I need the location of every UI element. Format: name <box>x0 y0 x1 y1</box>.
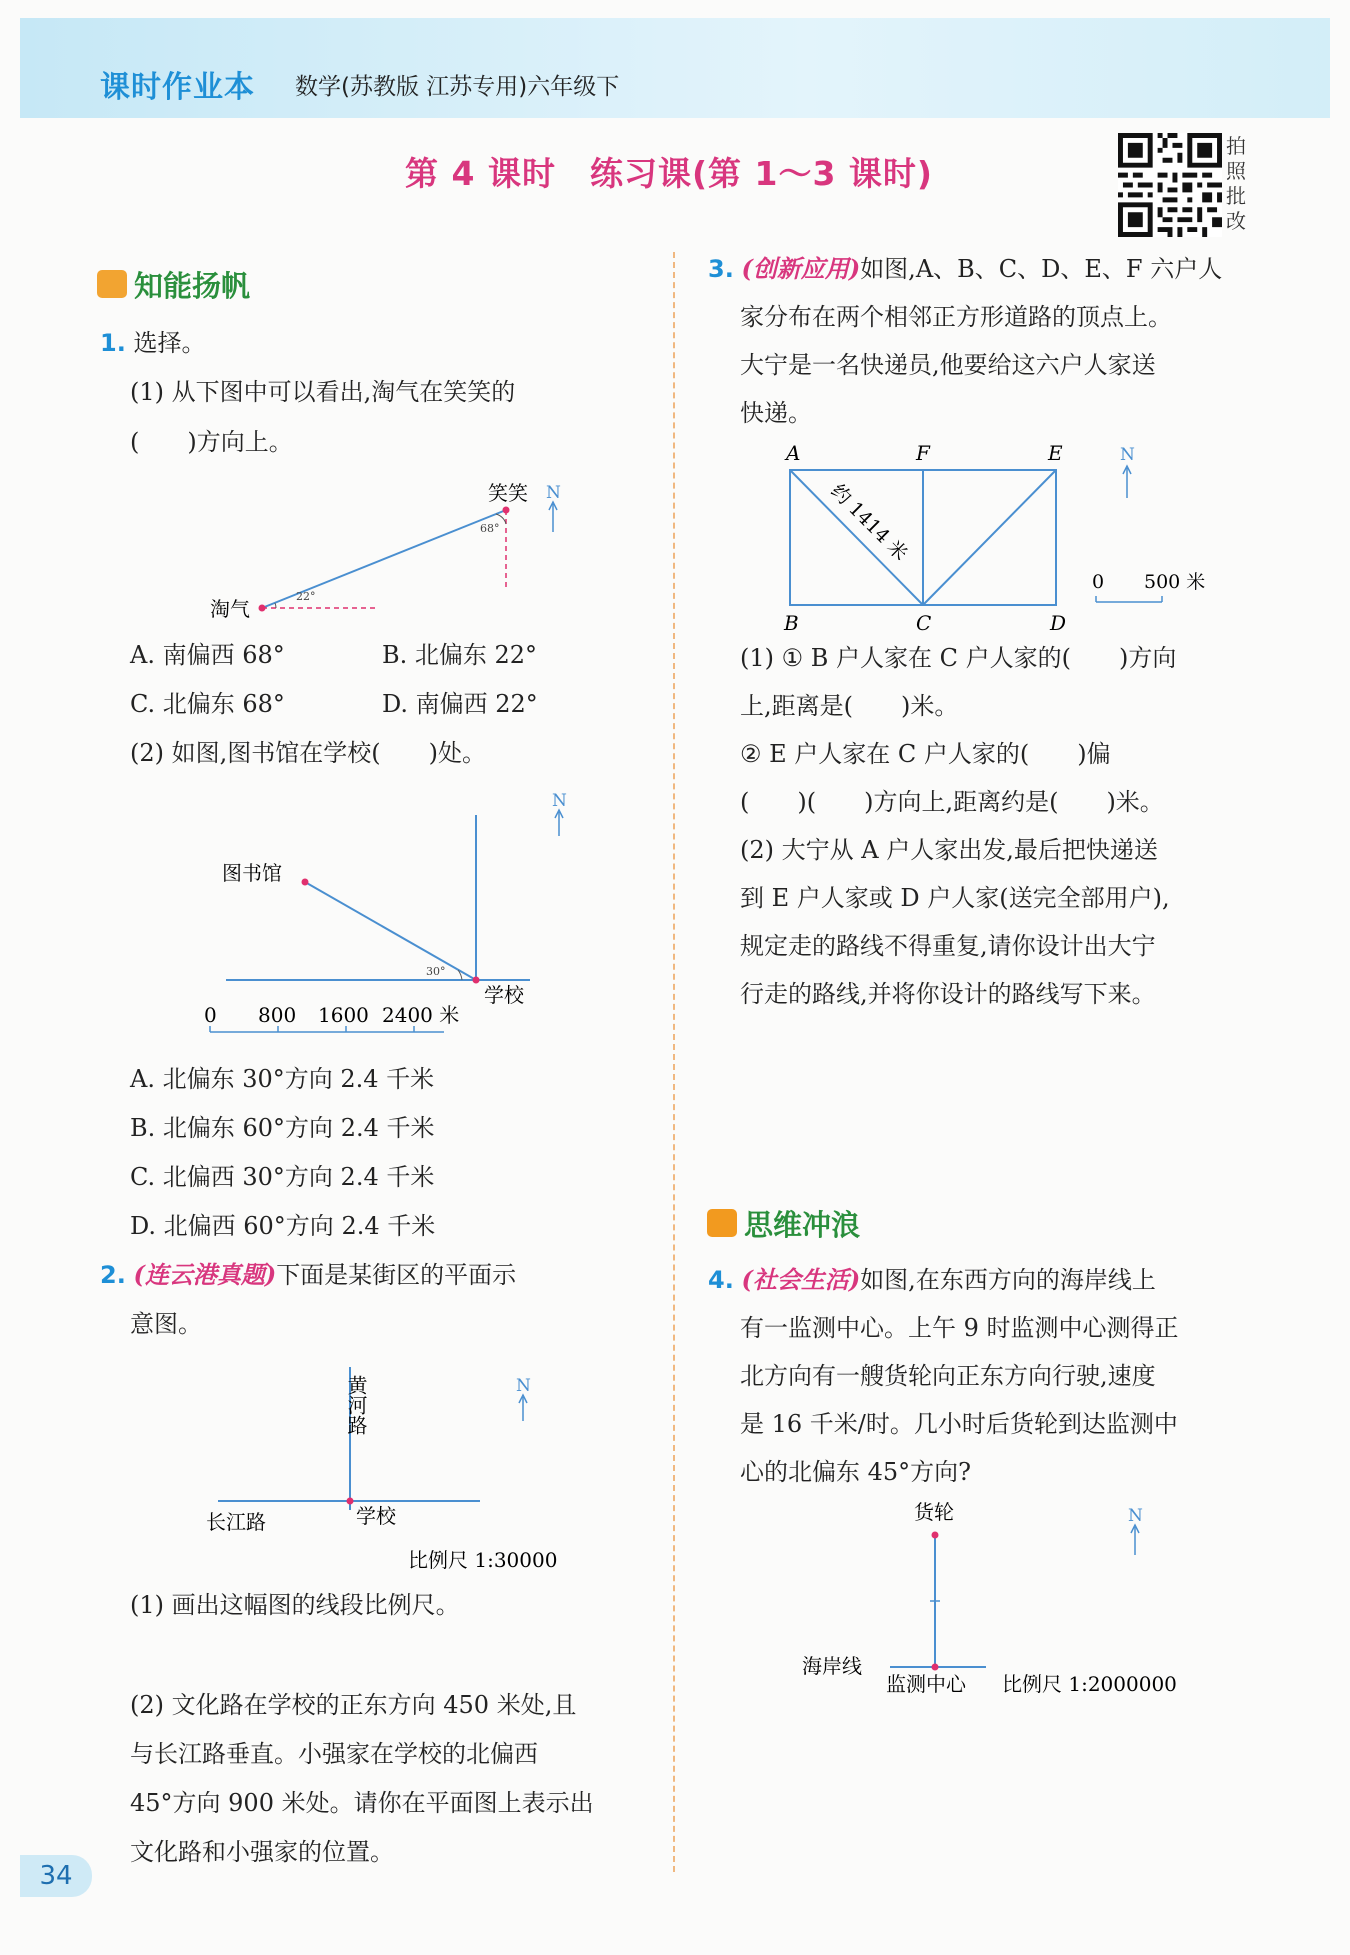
figure-library-school <box>190 780 590 1040</box>
q4-line1 <box>708 1265 1156 1295</box>
scale-0: 0 <box>1092 571 1105 593</box>
qr-code-icon[interactable] <box>1118 133 1222 237</box>
section-title-siwei: 思维冲浪 <box>744 1208 861 1242</box>
scale-tick-2400: 2400 米 <box>382 1003 460 1027</box>
q3-sub-line8: 行走的路线,并将你设计的路线写下来。 <box>740 980 1156 1008</box>
q1-heading <box>100 328 205 358</box>
angle-68-label: 68° <box>480 522 500 535</box>
q2-text-1: 下面是某街区的平面示 <box>276 1261 517 1289</box>
brand-title: 课时作业本 <box>100 70 255 105</box>
north-label: N <box>546 483 561 503</box>
q2-line2: 意图。 <box>130 1310 202 1338</box>
ship-label: 货轮 <box>914 1500 954 1524</box>
lesson-title: 第 4 课时 练习课(第 1～3 课时) <box>405 154 934 193</box>
q1-number: 1. <box>100 329 126 357</box>
q2-sub2-line3: 45°方向 900 米处。请你在平面图上表示出 <box>130 1789 594 1817</box>
point-a: A <box>786 441 801 465</box>
ship-dot <box>932 1532 939 1539</box>
library-label: 图书馆 <box>222 861 282 885</box>
q3-sub-line5: (2) 大宁从 A 户人家出发,最后把快递送 <box>740 836 1158 864</box>
north-label: N <box>1128 1506 1143 1526</box>
angle-22-label: 22° <box>296 590 316 603</box>
q3-sub-line1: (1) ① B 户人家在 C 户人家的( )方向 <box>740 644 1177 672</box>
q2-sub1: (1) 画出这幅图的线段比例尺。 <box>130 1591 460 1619</box>
q1-p2-line: (2) 如图,图书馆在学校( )处。 <box>130 739 486 767</box>
q3-line1 <box>708 254 1222 284</box>
q1-p1-line1: (1) 从下图中可以看出,淘气在笑笑的 <box>130 378 516 406</box>
q1-title: 选择。 <box>133 329 206 357</box>
q3-text-1: 如图,A、B、C、D、E、F 六户人 <box>860 255 1223 283</box>
section-icon <box>97 270 127 298</box>
diagonal-length-label: 约 1414 米 <box>826 479 912 566</box>
center-dot <box>932 1664 939 1671</box>
column-divider <box>673 252 675 1872</box>
q3-line4: 快递。 <box>740 399 812 427</box>
q2-number: 2. <box>100 1261 126 1289</box>
xiaoxiao-dot <box>503 507 510 514</box>
q1-option-d: D. 南偏西 22° <box>382 690 538 718</box>
q3-sub-line3: ② E 户人家在 C 户人家的( )偏 <box>740 740 1111 768</box>
q1-option-c: C. 北偏东 68° <box>130 690 285 718</box>
q3-line2: 家分布在两个相邻正方形道路的顶点上。 <box>740 303 1172 331</box>
school-dot <box>473 977 480 984</box>
changjiang-road-label: 长江路 <box>206 1510 266 1534</box>
figure-direction-xiaoxiao <box>200 470 600 630</box>
section-title-zhineng: 知能扬帆 <box>134 269 251 303</box>
north-label: N <box>552 791 567 811</box>
point-d: D <box>1050 611 1067 635</box>
north-label: N <box>1120 445 1135 465</box>
scale-tick-0: 0 <box>204 1003 217 1027</box>
q3-sub-line7: 规定走的路线不得重复,请你设计出大宁 <box>740 932 1156 960</box>
figure-ship-coast <box>790 1495 1210 1705</box>
q4-line2: 有一监测中心。上午 9 时监测中心测得正 <box>740 1314 1179 1342</box>
q1-option-b: B. 北偏东 22° <box>382 641 538 669</box>
section-icon <box>707 1209 737 1237</box>
q4-text-1: 如图,在东西方向的海岸线上 <box>860 1266 1156 1294</box>
q4-line5: 心的北偏东 45°方向? <box>740 1458 972 1486</box>
scale-text: 比例尺 1:30000 <box>408 1548 558 1572</box>
figure-street-map <box>190 1355 590 1575</box>
scale-tick-800: 800 <box>258 1003 297 1027</box>
q1-p2-option-a: A. 北偏东 30°方向 2.4 千米 <box>130 1065 435 1093</box>
north-label: N <box>516 1376 531 1396</box>
scale-500: 500 米 <box>1144 571 1206 593</box>
q2-sub2-line2: 与长江路垂直。小强家在学校的北偏西 <box>130 1740 538 1768</box>
point-f: F <box>916 441 930 465</box>
q1-option-a: A. 南偏西 68° <box>130 641 285 669</box>
huanghe-road-label: 黄河路 <box>344 1375 368 1435</box>
figure-two-squares <box>770 440 1210 640</box>
xiaoxiao-label: 笑笑 <box>488 481 528 505</box>
school-label: 学校 <box>484 983 524 1007</box>
subject-label: 数学(苏教版 江苏专用)六年级下 <box>295 74 620 100</box>
library-dot <box>302 879 309 886</box>
point-c: C <box>916 611 932 635</box>
page-number: 34 <box>20 1855 92 1897</box>
q2-line1 <box>100 1260 516 1290</box>
q3-number: 3. <box>708 255 734 283</box>
q3-sub-line2: 上,距离是( )米。 <box>740 692 959 720</box>
q1-p2-option-c: C. 北偏西 30°方向 2.4 千米 <box>130 1163 435 1191</box>
angle-30-label: 30° <box>426 965 446 978</box>
q2-tag: (连云港真题) <box>133 1260 277 1289</box>
school-dot <box>347 1498 354 1505</box>
taoqi-label: 淘气 <box>210 597 250 621</box>
q1-p2-option-d: D. 北偏西 60°方向 2.4 千米 <box>130 1212 436 1240</box>
q3-line3: 大宁是一名快递员,他要给这六户人家送 <box>740 351 1156 379</box>
school-label: 学校 <box>356 1504 396 1528</box>
scale-text: 比例尺 1:2000000 <box>1002 1672 1177 1696</box>
q3-sub-line4: ( )( )方向上,距离约是( )米。 <box>740 788 1164 816</box>
center-label: 监测中心 <box>886 1672 966 1696</box>
scale-tick-1600: 1600 <box>318 1003 369 1027</box>
q3-sub-line6: 到 E 户人家或 D 户人家(送完全部用户), <box>740 884 1170 912</box>
q3-tag: (创新应用) <box>741 254 861 283</box>
q4-tag: (社会生活) <box>741 1265 861 1294</box>
coast-label: 海岸线 <box>802 1654 862 1678</box>
point-e: E <box>1048 441 1063 465</box>
point-b: B <box>784 611 799 635</box>
q1-p2-option-b: B. 北偏东 60°方向 2.4 千米 <box>130 1114 435 1142</box>
q4-number: 4. <box>708 1266 734 1294</box>
taoqi-dot <box>259 605 266 612</box>
q4-line4: 是 16 千米/时。几小时后货轮到达监测中 <box>740 1410 1178 1438</box>
q2-sub2-line1: (2) 文化路在学校的正东方向 450 米处,且 <box>130 1691 577 1719</box>
q4-line3: 北方向有一艘货轮向正东方向行驶,速度 <box>740 1362 1156 1390</box>
q2-sub2-line4: 文化路和小强家的位置。 <box>130 1838 394 1866</box>
qr-label: 拍照批改 <box>1226 134 1246 233</box>
q1-p1-line2: ( )方向上。 <box>130 428 293 456</box>
